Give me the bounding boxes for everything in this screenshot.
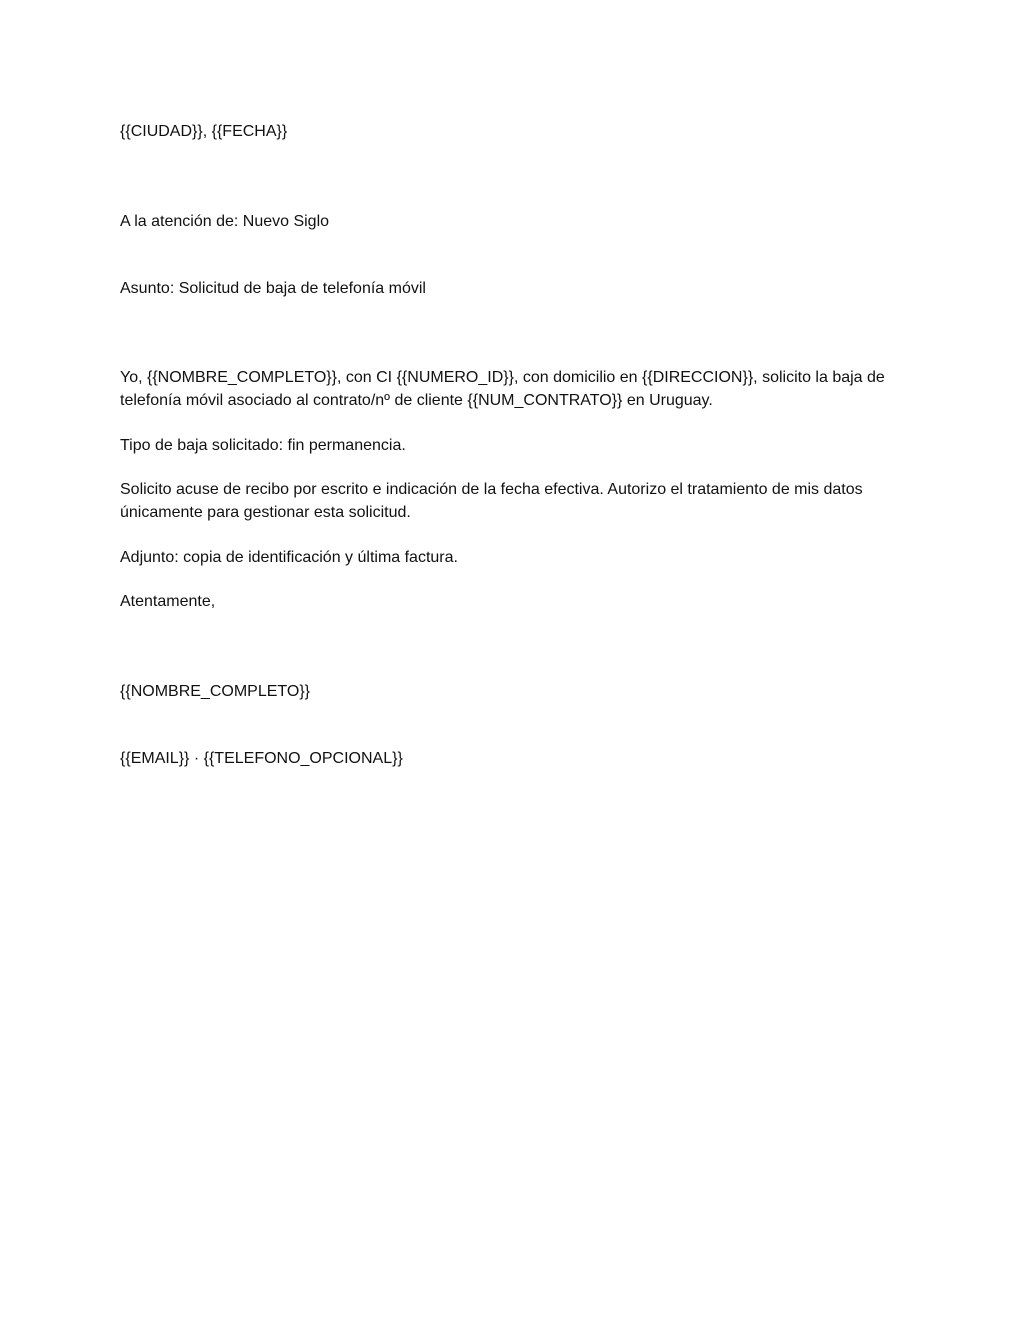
letter-document [120,121,910,838]
signature-block [120,636,910,815]
request-paragraph: Solicito acuse de recibo por escrito e indicación de la fecha efectiva. Autorizo el tratamiento de mis datos únicamente para gestionar esta solicitud. [120,481,868,521]
signature-contact: {{EMAIL}} · {{TELEFONO_OPCIONAL}} [120,750,403,768]
cancellation-type-paragraph: Tipo de baja solicitado: fin permanencia. [120,436,406,454]
attachments-paragraph: Adjunto: copia de identificación y última factura. [120,548,458,566]
recipient-block [120,166,910,345]
place-date-line: {{CIUDAD}}, {{FECHA}} [120,123,288,140]
attention-line: A la atención de: Nuevo Siglo [120,212,330,230]
closing-line: Atentamente, [120,593,216,611]
body-intro-paragraph: Yo, {{NOMBRE_COMPLETO}}, con CI {{NUMERO_ID}}, con domicilio en {{DIRECCION}}, solicito la baja de telefonía móvil asociado al contrato/nº de cliente {{NUM_CONTRATO}} en Uruguay. [120,369,890,409]
subject-line: Asunto: Solicitud de baja de telefonía móvil [120,279,426,297]
signature-name: {{NOMBRE_COMPLETO}} [120,683,310,701]
